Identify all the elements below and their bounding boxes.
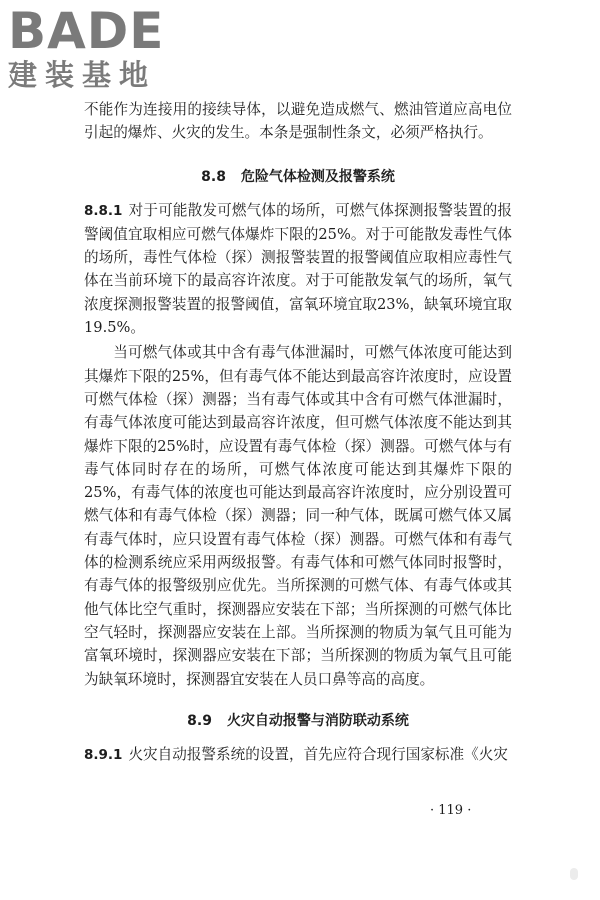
scan-speck <box>570 868 578 880</box>
clause-8-8-1-number: 8.8.1 <box>84 202 123 219</box>
clause-8-9-1-number: 8.9.1 <box>84 746 123 763</box>
logo-wordmark: BADE <box>8 2 165 60</box>
clause-8-8-1 <box>84 199 512 340</box>
section-8-9-number: 8.9 <box>187 712 212 729</box>
bade-logo <box>8 4 183 90</box>
section-8-8-title: 危险气体检测及报警系统 <box>240 168 395 185</box>
intro-paragraph: 不能作为连接用的接续导体，以避免造成燃气、燃油管道应高电位引起的爆炸、火灾的发生。本条是强制性条文，必须严格执行。 <box>84 101 512 142</box>
section-8-8-number: 8.8 <box>201 168 226 185</box>
section-8-9-heading <box>84 710 512 730</box>
section-8-8-paragraph-2: 当可燃气体或其中含有毒气体泄漏时，可燃气体浓度可能达到其爆炸下限的25%，但有毒气体不能达到最高容许浓度时，应设置可燃气体检（探）测器；当有毒气体或其中含有可燃气体泄漏时，有毒气体浓度可能达到最高容许浓度，但可燃气体浓度不能达到其爆炸下限的25%时，应设置有毒气体检（探）测器。可燃气体与有毒气体同时存在的场所，可燃气体浓度可能达到其爆炸下限的25%，有毒气体的浓度也可能达到最高容许浓度时，应分别设置可燃气体和有毒气体检（探）测器；同一种气体，既属可燃气体又属有毒气体时，应只设置有毒气体检（探）测器。可燃气体和有毒气体的检测系统应采用两级报警。有毒气体和可燃气体同时报警时，有毒气体的报警级别应优先。当所探测的可燃气体、有毒气体或其他气体比空气重时，探测器应安装在下部；当所探测的可燃气体比空气轻时，探测器应安装在上部。当所探测的物质为氧气且可能为富氧环境时，探测器应安装在下部；当所探测的物质为氧气且可能为缺氧环境时，探测器宜安装在人员口鼻等高的高度。 <box>84 344 512 688</box>
clause-8-9-1-text: 火灾自动报警系统的设置，首先应符合现行国家标准《火灾 <box>128 745 508 763</box>
clause-8-8-1-text: 对于可能散发可燃气体的场所，可燃气体探测报警装置的报警阈值宜取相应可燃气体爆炸下限的25%。对于可能散发毒性气体的场所，毒性气体检（探）测报警装置的报警阈值应取相应毒性气体在当前环境下的最高容许浓度。对于可能散发氧气的场所，氧气浓度探测报警装置的报警阈值，富氧环境宜取23%，缺氧环境宜取19.5%。 <box>84 201 512 337</box>
section-8-8-heading <box>84 166 512 186</box>
page-number: · 119 · <box>430 803 472 818</box>
logo-subtitle: 建装基地 <box>8 58 157 92</box>
page-body <box>84 98 512 767</box>
clause-8-9-1 <box>84 743 512 767</box>
section-8-9-title: 火灾自动报警与消防联动系统 <box>226 712 409 729</box>
